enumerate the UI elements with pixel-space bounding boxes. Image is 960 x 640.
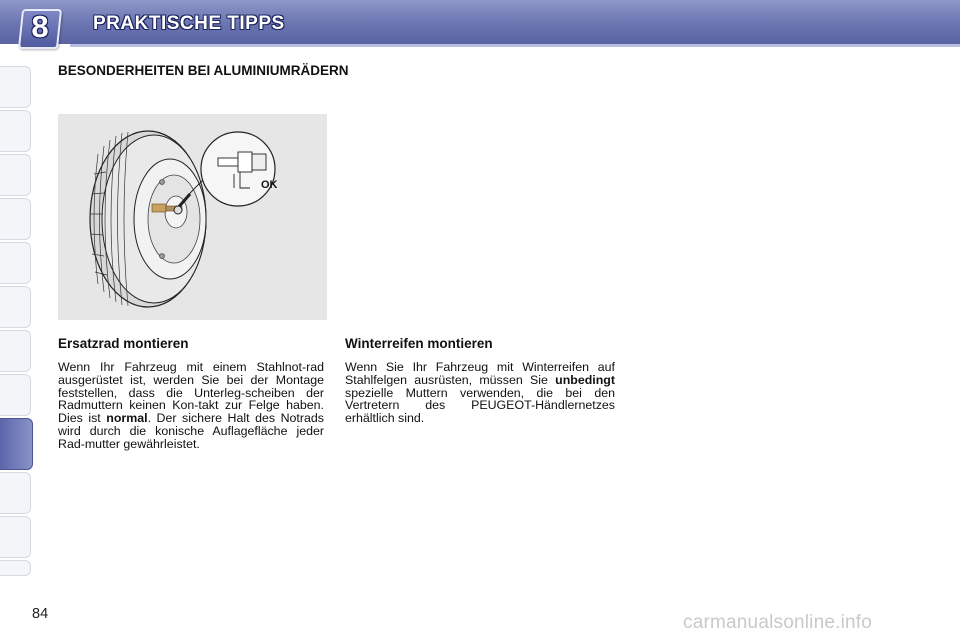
chapter-number: 8 <box>31 9 49 44</box>
left-heading: Ersatzrad montieren <box>58 336 189 351</box>
chapter-tab[interactable] <box>0 66 31 108</box>
chapter-tab[interactable] <box>0 516 31 558</box>
chapter-tab[interactable] <box>0 560 31 576</box>
right-text-bold: unbedingt <box>555 372 615 387</box>
chapter-tab-active[interactable] <box>0 418 33 470</box>
chapter-tabs <box>0 66 34 576</box>
ok-label: OK <box>261 179 278 191</box>
right-paragraph <box>345 361 615 425</box>
watermark: carmanualsonline.info <box>683 612 873 633</box>
chapter-title: PRAKTISCHE TIPPS <box>93 13 285 34</box>
chapter-tab[interactable] <box>0 374 31 416</box>
right-text-part-2: spezielle Muttern verwenden, die bei den Vertretern des PEUGEOT-Händlernetzes erhältlich sind. <box>345 385 615 426</box>
section-title: BESONDERHEITEN BEI ALUMINIUMRÄDERN <box>58 63 349 78</box>
chapter-tab[interactable] <box>0 154 31 196</box>
wheel-nut-drawing <box>58 114 327 320</box>
chapter-tab[interactable] <box>0 198 31 240</box>
wheel-illustration <box>58 114 327 320</box>
left-paragraph <box>58 361 324 451</box>
chapter-tab[interactable] <box>0 286 31 328</box>
right-heading: Winterreifen montieren <box>345 336 493 351</box>
chapter-tab[interactable] <box>0 242 31 284</box>
left-text-part-2: . Der sichere Halt des Notrads wird durch die konische Auflagefläche jeder Rad-mutter gewährleistet. <box>58 411 324 451</box>
right-text-part-1: Wenn Sie Ihr Fahrzeug mit Winterreifen auf Stahlfelgen ausrüsten, müssen Sie <box>345 360 615 387</box>
chapter-tab[interactable] <box>0 330 31 372</box>
chapter-tab[interactable] <box>0 472 31 514</box>
page-number: 84 <box>32 606 49 622</box>
left-text-part-1: Wenn Ihr Fahrzeug mit einem Stahlnot-rad ausgerüstet ist, werden Sie bei der Montage feststellen, dass die Unterleg-scheiben der Radmuttern keinen Kon-takt zur Felge haben. Dies ist <box>58 360 324 426</box>
chapter-tab[interactable] <box>0 110 31 152</box>
header-underline <box>70 44 960 47</box>
left-text-bold: normal <box>106 411 148 426</box>
